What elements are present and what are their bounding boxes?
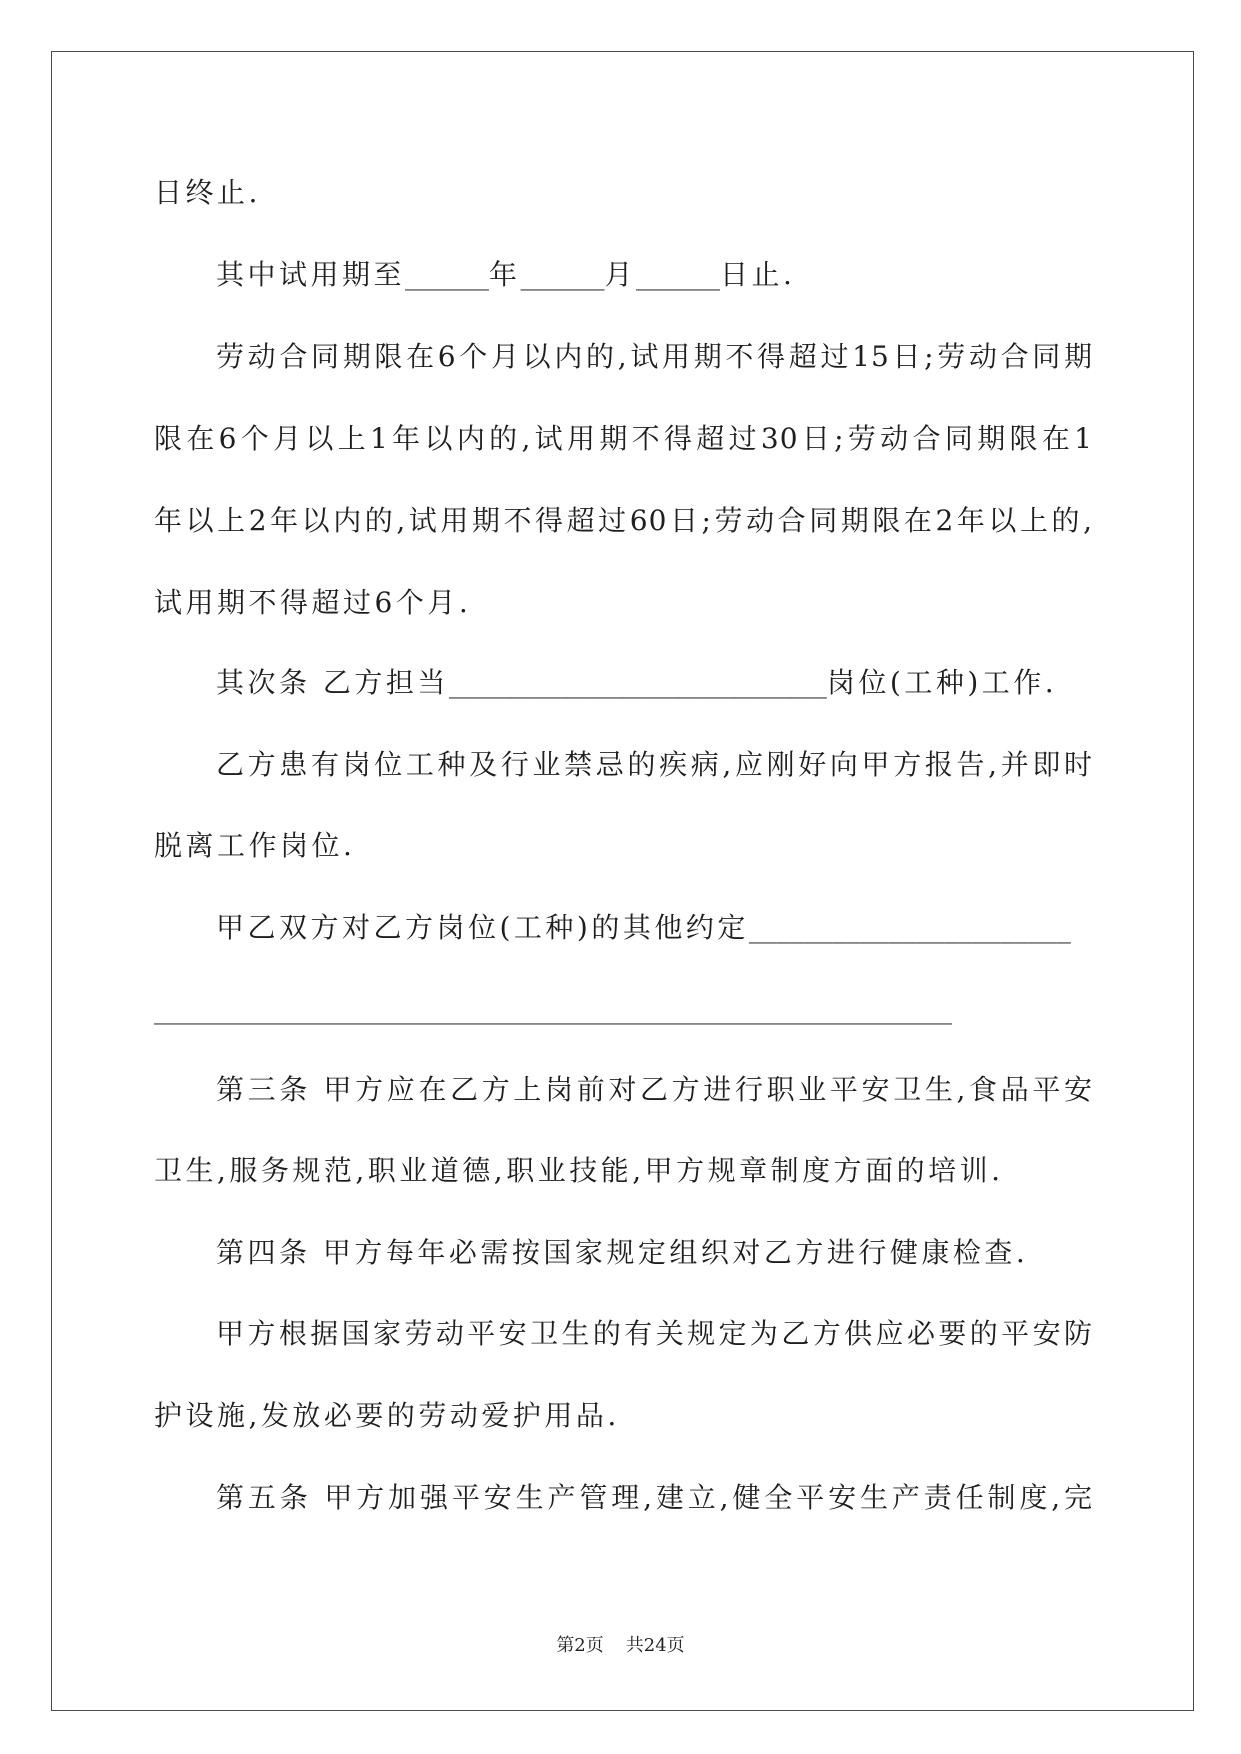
page-border bbox=[51, 51, 1194, 1711]
text-line: 年以上2年以内的,试用期不得超过60日;劳动合同期限在2年以上的, bbox=[154, 504, 1093, 537]
text-line-probation-blanks: 其中试用期至______年______月______日止. bbox=[216, 258, 796, 291]
page-number: 第2页 bbox=[556, 1635, 604, 1656]
blank-fill-line: _________________________________________________________ bbox=[154, 992, 952, 1025]
text-line-article-2: 其次条 乙方担当___________________________岗位(工种)工作. bbox=[216, 666, 1058, 699]
page-footer bbox=[0, 1634, 1241, 1658]
text-line: 卫生,服务规范,职业道德,职业技能,甲方规章制度方面的培训. bbox=[154, 1154, 1004, 1187]
text-line: 试用期不得超过6个月. bbox=[154, 586, 472, 619]
text-line: 甲方根据国家劳动平安卫生的有关规定为乙方供应必要的平安防 bbox=[216, 1317, 1093, 1350]
page-total: 共24页 bbox=[625, 1635, 685, 1656]
text-line: 护设施,发放必要的劳动爱护用品. bbox=[154, 1399, 620, 1432]
text-line: 脱离工作岗位. bbox=[154, 829, 356, 862]
text-line: 限在6个月以上1年以内的,试用期不得超过30日;劳动合同期限在1 bbox=[154, 422, 1093, 455]
text-line: 乙方患有岗位工种及行业禁忌的疾病,应刚好向甲方报告,并即时 bbox=[216, 748, 1093, 781]
text-line: 劳动合同期限在6个月以内的,试用期不得超过15日;劳动合同期 bbox=[216, 340, 1093, 373]
text-line: 日终止. bbox=[154, 176, 261, 209]
text-line-article-3: 第三条 甲方应在乙方上岗前对乙方进行职业平安卫生,食品平安 bbox=[216, 1073, 1093, 1106]
text-line-article-4: 第四条 甲方每年必需按国家规定组织对乙方进行健康检查. bbox=[216, 1236, 1029, 1269]
text-line-other-agreement: 甲乙双方对乙方岗位(工种)的其他约定_______________________ bbox=[216, 911, 1071, 944]
text-line-article-5: 第五条 甲方加强平安生产管理,建立,健全平安生产责任制度,完 bbox=[216, 1481, 1093, 1514]
